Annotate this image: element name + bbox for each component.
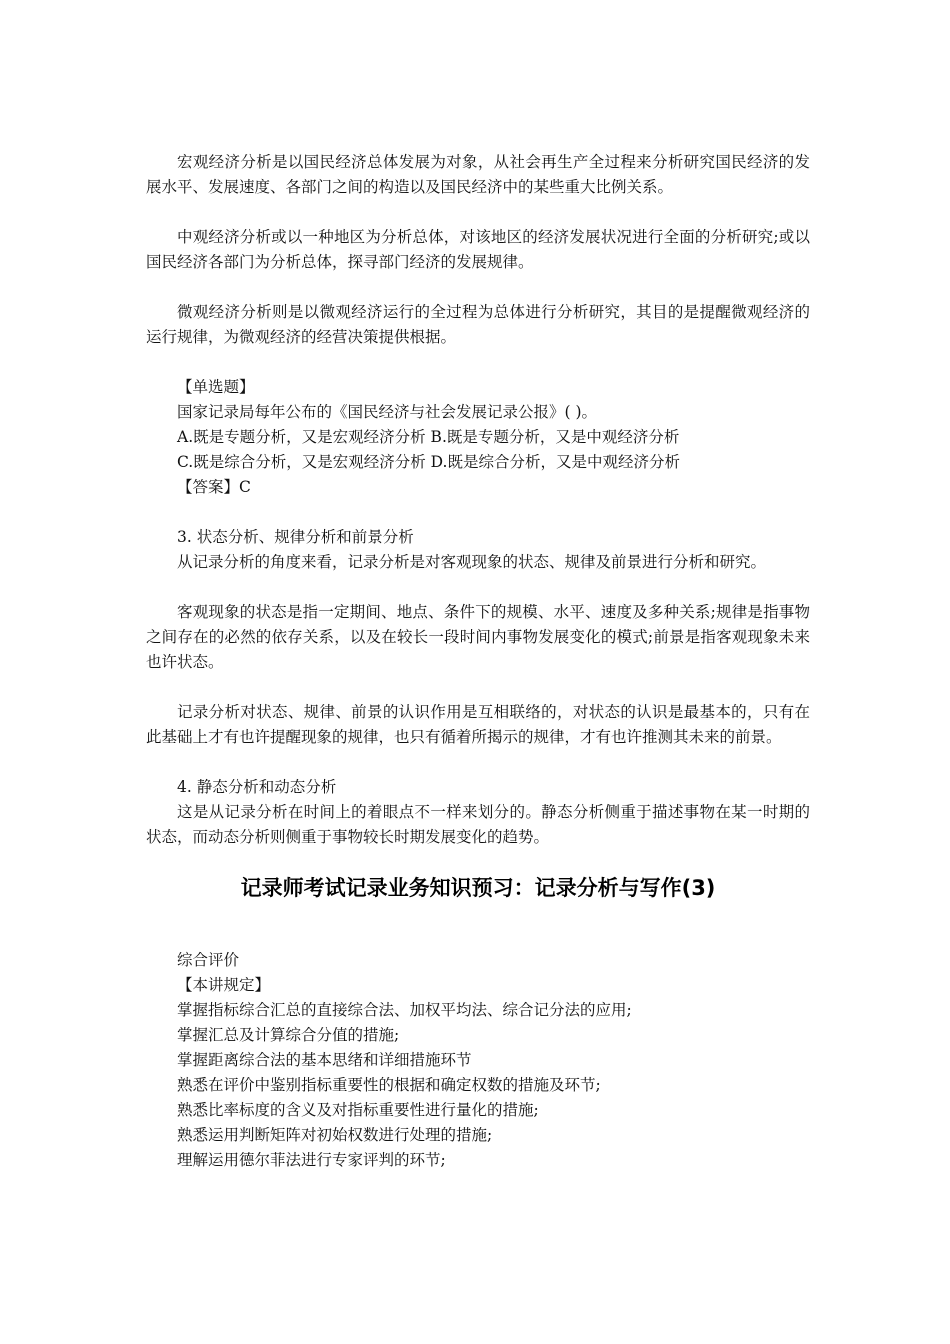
paragraph-macro: 宏观经济分析是以国民经济总体发展为对象，从社会再生产全过程来分析研究国民经济的发展水平、发展速度、各部门之间的构造以及国民经济中的某些重大比例关系。 bbox=[146, 153, 810, 196]
paragraph-meso: 中观经济分析或以一种地区为分析总体，对该地区的经济发展状况进行全面的分析研究;或以国民经济各部门为分析总体，探寻部门经济的发展规律。 bbox=[146, 228, 810, 271]
list-item: 熟悉比率标度的含义及对指标重要性进行量化的措施; bbox=[177, 1101, 539, 1119]
question-tag: 【单选题】 bbox=[177, 378, 255, 396]
list-item: 掌握指标综合汇总的直接综合法、加权平均法、综合记分法的应用; bbox=[177, 1001, 632, 1019]
list-item: 熟悉运用判断矩阵对初始权数进行处理的措施; bbox=[177, 1126, 493, 1144]
section3-paragraph-state: 客观现象的状态是指一定期间、地点、条件下的规模、水平、速度及多种关系;规律是指事物之间存在的必然的依存关系，以及在较长一段时间内事物发展变化的模式;前景是指客观现象未来也许状态。 bbox=[146, 603, 810, 671]
section4-header bbox=[146, 775, 810, 800]
part3-block bbox=[146, 948, 810, 1173]
paragraph-micro: 微观经济分析则是以微观经济运行的全过程为总体进行分析研究，其目的是提醒微观经济的运行规律，为微观经济的经营决策提供根据。 bbox=[146, 303, 810, 346]
section3-intro: 从记录分析的角度来看，记录分析是对客观现象的状态、规律及前景进行分析和研究。 bbox=[177, 553, 767, 571]
list-item: 掌握汇总及计算综合分值的措施; bbox=[177, 1026, 400, 1044]
question-stem: 国家记录局每年公布的《国民经济与社会发展记录公报》( )。 bbox=[177, 403, 598, 421]
question-options-cd: C.既是综合分析，又是宏观经济分析 D.既是综合分析，又是中观经济分析 bbox=[177, 453, 680, 471]
section3-header bbox=[146, 525, 810, 575]
section4-title: 4. 静态分析和动态分析 bbox=[177, 778, 337, 796]
list-item: 熟悉在评价中鉴别指标重要性的根据和确定权数的措施及环节; bbox=[177, 1076, 601, 1094]
list-item: 理解运用德尔菲法进行专家评判的环节; bbox=[177, 1151, 446, 1169]
part3-title: 综合评价 bbox=[177, 951, 240, 969]
list-item: 掌握距离综合法的基本思绪和详细措施环节 bbox=[177, 1051, 472, 1069]
article-heading: 记录师考试记录业务知识预习：记录分析与写作(3) bbox=[240, 876, 716, 900]
section3-paragraph-relation: 记录分析对状态、规律、前景的认识作用是互相联络的，对状态的认识是最基本的，只有在此基础上才有也许提醒现象的规律，也只有循着所揭示的规律，才有也许推测其未来的前景。 bbox=[146, 703, 810, 746]
question-answer: 【答案】C bbox=[177, 478, 251, 496]
document-page bbox=[146, 150, 810, 1173]
question-options-ab: A.既是专题分析，又是宏观经济分析 B.既是专题分析，又是中观经济分析 bbox=[177, 428, 680, 446]
section4-paragraph: 这是从记录分析在时间上的着眼点不一样来划分的。静态分析侧重于描述事物在某一时期的状态，而动态分析则侧重于事物较长时期发展变化的趋势。 bbox=[146, 803, 810, 846]
question-block bbox=[146, 375, 810, 500]
part3-tag: 【本讲规定】 bbox=[177, 976, 271, 994]
section3-title: 3. 状态分析、规律分析和前景分析 bbox=[177, 528, 414, 546]
